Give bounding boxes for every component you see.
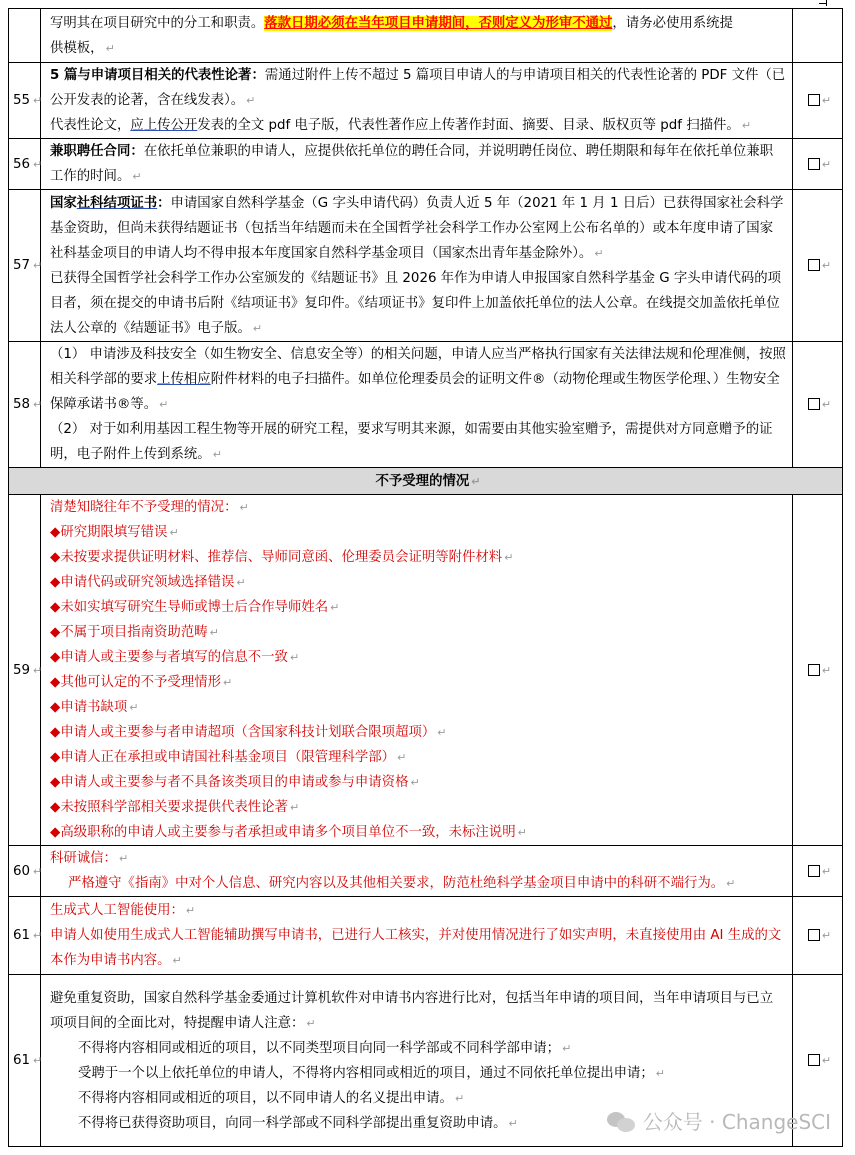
bullet-icon: ◆ xyxy=(50,800,61,815)
paragraph-mark-icon: ↵ xyxy=(330,601,340,614)
paragraph-mark-icon: ↵ xyxy=(517,826,527,839)
list-item xyxy=(50,770,786,795)
row-text: （2） 对于如利用基因工程生物等开展的研究工程，要求写明其来源，如需要由其他实验室赠予，需提供对方同意赠予的证明，电子附件上传到系统。 xyxy=(50,422,773,462)
row-content xyxy=(41,190,793,342)
paragraph-mark-icon: ↵ xyxy=(172,954,182,967)
paragraph-mark-icon: ↵ xyxy=(821,398,832,411)
paragraph-mark-icon: ↵ xyxy=(821,663,832,677)
row-text: 申请国家自然科学基金（G 字头申请代码）负责人近 5 年（2021 年 1 月 1 日后）已获得国家社会科学基金资助，但尚未获得结题证书（包括当年结题而未在全国哲学社会科学工作办公室网上公布名单的）或本年度申请了国家社科基金项目的申请人均不得申报本年度国家自然科学基金项目（国家杰出青年基金除外）。 xyxy=(50,195,784,261)
bullet-icon: ◆ xyxy=(50,625,61,640)
checkbox-cell xyxy=(793,9,843,63)
paragraph-mark-icon: ↵ xyxy=(33,1054,43,1067)
bullet-icon: ◆ xyxy=(50,650,61,665)
bullet-icon: ◆ xyxy=(50,675,61,690)
checkbox[interactable] xyxy=(808,1054,820,1066)
row-title: 清楚知晓往年不予受理的情况： xyxy=(50,500,238,515)
table-row xyxy=(9,897,843,975)
paragraph-mark-icon: ↵ xyxy=(132,170,142,183)
row-text: 申请人如使用生成式人工智能辅助撰写申请书，已进行人工核实，并对使用情况进行了如实声明，未直接使用由 AI 生成的文本作为申请书内容。 xyxy=(50,928,782,968)
row-text: 在依托单位兼职的申请人，应提供依托单位的聘任合同，并说明聘任岗位、聘任期限和每年在依托单位兼职工作的时间。 xyxy=(50,144,774,184)
list-item xyxy=(50,795,786,820)
paragraph-mark-icon: ↵ xyxy=(239,501,249,514)
paragraph-mark-icon: ↵ xyxy=(169,526,179,539)
checkbox[interactable] xyxy=(808,865,820,877)
section-header xyxy=(9,468,843,495)
refusal-list xyxy=(50,520,786,845)
checkbox-cell xyxy=(793,495,843,846)
table-row xyxy=(9,190,843,342)
paragraph-mark-icon: ↵ xyxy=(562,1041,572,1055)
paragraph-mark-icon: ↵ xyxy=(508,1116,518,1130)
section-header-row xyxy=(9,468,843,495)
checkbox[interactable] xyxy=(808,929,820,941)
row-content xyxy=(41,139,793,190)
list-item-text: 申请人正在承担或申请国社科基金项目（限管理科学部） xyxy=(60,750,396,765)
row-number: 58 ↵ xyxy=(9,342,41,468)
paragraph-mark-icon: ↵ xyxy=(33,94,43,107)
paragraph-mark-icon: ↵ xyxy=(594,246,604,260)
checkbox[interactable] xyxy=(808,664,820,676)
checkbox[interactable] xyxy=(808,398,820,410)
row-number: 60 ↵ xyxy=(9,846,41,897)
row-text: 上传相应 xyxy=(157,372,211,387)
table-row xyxy=(9,139,843,190)
list-item xyxy=(50,570,786,595)
list-item xyxy=(50,1061,786,1086)
checkbox-cell xyxy=(793,63,843,139)
list-item-text: 不属于项目指南资助范畴 xyxy=(60,625,208,640)
list-item xyxy=(50,745,786,770)
paragraph-mark-icon: ↵ xyxy=(471,474,481,488)
row-text: 供模板， xyxy=(50,40,104,56)
watermark-text: 公众号 · ChangeSCI xyxy=(642,1110,831,1134)
list-item-text: 高级职称的申请人或主要参与者承担或申请多个项目单位不一致，未标注说明 xyxy=(60,825,516,840)
checkbox[interactable] xyxy=(808,94,820,106)
list-item-text: 申请人或主要参与者不具备该类项目的申请或参与申请资格 xyxy=(60,775,409,790)
highlight-warning: 落款日期必须在当年项目申请期间，否则定义为形审不通过 xyxy=(264,15,613,31)
paragraph-mark-icon: ↵ xyxy=(821,157,832,171)
bullet-icon: ◆ xyxy=(50,525,61,540)
paragraph-mark-icon: ↵ xyxy=(454,1091,465,1105)
table-row xyxy=(9,9,843,63)
paragraph-mark-icon: ↵ xyxy=(289,651,300,664)
paragraph-mark-icon: ↵ xyxy=(33,663,43,677)
row-text: 已获得全国哲学社会科学工作办公室颁发的《结题证书》且 2026 年作为申请人申报国家自然科学基金 G 字头申请代码的项目者，须在提交的申请书后附《结项证书》复印件。《结项证书》复印件上加盖依托单位的法人公章。在线提交加盖依托单位法人公章的《结题证书》电子版。 xyxy=(50,270,782,336)
row-title: ： xyxy=(157,195,171,211)
row-content xyxy=(41,495,793,846)
row-text: 代表性论文， xyxy=(50,118,131,133)
row-title: 社科结项证书 xyxy=(76,195,158,211)
paragraph-mark-icon: ↵ xyxy=(504,551,514,564)
table-row xyxy=(9,63,843,139)
list-item xyxy=(50,1036,786,1061)
paragraph-mark-icon: ↵ xyxy=(118,852,129,865)
list-item-text: 申请人或主要参与者填写的信息不一致 xyxy=(60,650,288,665)
row-content xyxy=(41,342,793,468)
list-item xyxy=(50,595,786,620)
paragraph-mark-icon: ↵ xyxy=(33,864,43,878)
paragraph-mark-icon: ↵ xyxy=(33,398,43,411)
paragraph-mark-icon: ↵ xyxy=(821,929,832,942)
paragraph-mark-icon: ↵ xyxy=(410,776,420,789)
bullet-icon: ◆ xyxy=(50,775,61,790)
wechat-icon xyxy=(607,1110,637,1132)
paragraph-mark-icon: ↵ xyxy=(306,1016,316,1030)
paragraph-mark-icon: ↵ xyxy=(33,929,43,942)
row-content xyxy=(41,63,793,139)
paragraph-mark-icon: ↵ xyxy=(252,321,263,335)
paragraph-mark-icon: ↵ xyxy=(246,94,256,107)
list-item-text: 未按要求提供证明材料、推荐信、导师同意函、伦理委员会证明等附件材料 xyxy=(60,550,503,565)
bullet-icon: ◆ xyxy=(50,550,61,565)
bullet-icon: ◆ xyxy=(50,825,61,840)
paragraph-mark-icon: ↵ xyxy=(223,676,233,689)
page-corner-mark xyxy=(819,3,827,4)
list-item-text: 申请书缺项 xyxy=(60,700,128,715)
paragraph-mark-icon: ↵ xyxy=(726,877,736,890)
checkbox[interactable] xyxy=(808,158,820,170)
row-title: 5 篇与申请项目相关的代表性论著： xyxy=(50,68,265,83)
list-item xyxy=(50,820,786,845)
paragraph-mark-icon: ↵ xyxy=(397,751,407,764)
paragraph-mark-icon: ↵ xyxy=(289,801,300,814)
row-number: 61 ↵ xyxy=(9,897,41,975)
row-number: 61 ↵ xyxy=(9,975,41,1147)
checkbox[interactable] xyxy=(808,259,820,271)
list-item-text: 未如实填写研究生导师或博士后合作导师姓名 xyxy=(60,600,329,615)
row-number: 59 ↵ xyxy=(9,495,41,846)
paragraph-mark-icon: ↵ xyxy=(105,41,115,55)
checklist-table xyxy=(8,8,843,1147)
row-content xyxy=(41,9,793,63)
checkbox-cell xyxy=(793,190,843,342)
row-text: 需通过附件上传不超过 5 篇项目申请人的与申请项目相关的代表性论著的 PDF 文件（已公开发表的论著，含在线发表）。 xyxy=(50,68,786,108)
watermark xyxy=(607,1106,831,1135)
row-title: 兼职聘任合同： xyxy=(50,144,144,159)
paragraph-mark-icon: ↵ xyxy=(821,864,832,878)
list-item-text: 受聘于一个以上依托单位的申请人，不得将内容相同或相近的项目，通过不同依托单位提出申请； xyxy=(78,1065,654,1081)
paragraph-mark-icon: ↵ xyxy=(33,259,43,272)
paragraph-mark-icon: ↵ xyxy=(185,904,196,917)
table-row xyxy=(9,495,843,846)
list-item xyxy=(50,695,786,720)
list-item xyxy=(50,620,786,645)
list-item xyxy=(50,545,786,570)
paragraph-mark-icon: ↵ xyxy=(209,626,219,639)
row-text: 写明其在项目研究中的分工和职责。 xyxy=(50,15,265,31)
list-item-text: 申请人或主要参与者申请超项（含国家科技计划联合限项超项） xyxy=(60,725,436,740)
list-item xyxy=(50,720,786,745)
row-number xyxy=(9,9,41,63)
list-item-text: 未按照科学部相关要求提供代表性论著 xyxy=(60,800,288,815)
paragraph-mark-icon: ↵ xyxy=(821,259,832,272)
checkbox-cell xyxy=(793,897,843,975)
list-item-text: 不得将内容相同或相近的项目，以不同申请人的名义提出申请。 xyxy=(78,1090,453,1106)
row-title: 国家 xyxy=(50,195,77,211)
paragraph-mark-icon: ↵ xyxy=(212,448,222,461)
list-item xyxy=(50,645,786,670)
list-item-text: 不得将内容相同或相近的项目，以不同类型项目向同一科学部或不同科学部申请； xyxy=(78,1040,561,1056)
bullet-icon: ◆ xyxy=(50,600,61,615)
checkbox-cell xyxy=(793,846,843,897)
row-number: 56 ↵ xyxy=(9,139,41,190)
bullet-icon: ◆ xyxy=(50,725,61,740)
row-text: 应上传公开 xyxy=(130,118,198,133)
table-row xyxy=(9,846,843,897)
row-number: 57 ↵ xyxy=(9,190,41,342)
row-text: ，请务必使用系统提 xyxy=(612,15,733,31)
paragraph-mark-icon: ↵ xyxy=(741,119,752,132)
paragraph-mark-icon: ↵ xyxy=(821,94,832,107)
paragraph-mark-icon: ↵ xyxy=(821,1054,832,1067)
row-number: 55 ↵ xyxy=(9,63,41,139)
bullet-icon: ◆ xyxy=(50,575,61,590)
row-title: 生成式人工智能使用： xyxy=(50,903,184,918)
paragraph-mark-icon: ↵ xyxy=(159,398,169,411)
list-item xyxy=(50,670,786,695)
section-title: 不予受理的情况 xyxy=(375,473,470,489)
paragraph-mark-icon: ↵ xyxy=(236,576,246,589)
paragraph-mark-icon: ↵ xyxy=(129,701,139,714)
bullet-icon: ◆ xyxy=(50,700,61,715)
row-text: 严格遵守《指南》中对个人信息、研究内容以及其他相关要求，防范杜绝科学基金项目申请中的科研不端行为。 xyxy=(68,876,725,891)
checkbox-cell xyxy=(793,342,843,468)
bullet-icon: ◆ xyxy=(50,750,61,765)
row-content xyxy=(41,897,793,975)
table-row xyxy=(9,342,843,468)
list-item-text: 不得将已获得资助项目，向同一科学部或不同科学部提出重复资助申请。 xyxy=(78,1115,507,1131)
list-item-text: 申请代码或研究领域选择错误 xyxy=(60,575,235,590)
paragraph-mark-icon: ↵ xyxy=(437,726,447,739)
row-text: 避免重复资助，国家自然科学基金委通过计算机软件对申请书内容进行比对，包括当年申请的项目间，当年申请项目与已立项项目间的全面比对，特提醒申请人注意： xyxy=(50,990,774,1031)
paragraph-mark-icon: ↵ xyxy=(33,157,43,171)
row-content xyxy=(41,846,793,897)
row-text: （1） 申请涉及科技安全（如生物安全、信息安全等）的相关问题，申请人应当严格执行国家有关法律法规和伦理准侧，按照相关科学部的要求 xyxy=(50,347,786,387)
list-item xyxy=(50,520,786,545)
row-text: 发表的全文 pdf 电子版，代表性著作应上传著作封面、摘要、目录、版权页等 pdf 扫描件。 xyxy=(197,118,740,133)
list-item-text: 研究期限填写错误 xyxy=(60,525,168,540)
row-text: 附件材料的电子扫描件。如单位伦理委员会的证明文件®（动物伦理或生物医学伦理、）生物安全保障承诺书®等。 xyxy=(50,372,780,412)
paragraph-mark-icon: ↵ xyxy=(655,1066,666,1080)
checkbox-cell xyxy=(793,139,843,190)
list-item-text: 其他可认定的不予受理情形 xyxy=(60,675,221,690)
row-title: 科研诚信： xyxy=(50,851,117,866)
